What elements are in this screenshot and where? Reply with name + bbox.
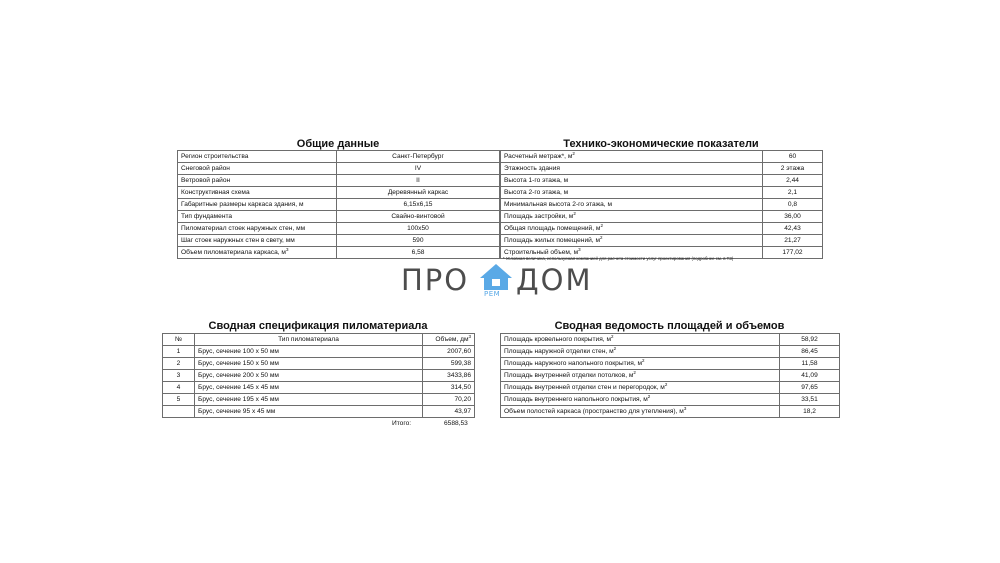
- indicator-value: 0,8: [763, 199, 823, 211]
- area-value: 97,65: [780, 382, 840, 394]
- area-value: 41,09: [780, 370, 840, 382]
- table-row: [501, 382, 840, 394]
- parameter-label: Ветровой район: [178, 175, 337, 187]
- table-row: [501, 151, 823, 163]
- header-lumber-type: Тип пиломатериала: [195, 334, 423, 346]
- row-number: 3: [163, 370, 195, 382]
- lumber-type: Брус, сечение 150 х 50 мм: [195, 358, 423, 370]
- header-volume: Объем, $дм^3$: [423, 334, 475, 346]
- row-number: 1: [163, 346, 195, 358]
- areas-summary-table: [500, 333, 840, 418]
- table-row: [501, 394, 840, 406]
- table-row: [178, 235, 500, 247]
- logo-text-right: ДОМ: [516, 263, 593, 297]
- table-row: [163, 370, 475, 382]
- table-row: [178, 199, 500, 211]
- indicator-value: 2,44: [763, 175, 823, 187]
- indicator-label: Минимальная высота 2-го этажа, м: [501, 199, 763, 211]
- indicator-value: 2,1: [763, 187, 823, 199]
- parameter-label: Шаг стоек наружных стен в свету, мм: [178, 235, 337, 247]
- lumber-volume: 70,20: [423, 394, 475, 406]
- table-row: [501, 187, 823, 199]
- table-row: [501, 346, 840, 358]
- lumber-volume: 3433,86: [423, 370, 475, 382]
- indicator-value: 60: [763, 151, 823, 163]
- table-row: [163, 346, 475, 358]
- row-number: 2: [163, 358, 195, 370]
- area-label: Площадь наружной отделки стен, $м^2$: [501, 346, 780, 358]
- parameter-value: 6,15х6,15: [337, 199, 500, 211]
- table-row: [178, 175, 500, 187]
- table-row: [501, 358, 840, 370]
- indicator-label: Площадь жилых помещений, $м^2$: [501, 235, 763, 247]
- parameter-label: Конструктивная схема: [178, 187, 337, 199]
- header-number: №: [163, 334, 195, 346]
- area-value: 86,45: [780, 346, 840, 358]
- lumber-type: Брус, сечение 195 х 45 мм: [195, 394, 423, 406]
- lumber-spec-table: [162, 333, 475, 418]
- table-row: [501, 163, 823, 175]
- lumber-type: Брус, сечение 95 х 45 мм: [195, 406, 423, 418]
- lumber-spec-title: Сводная спецификация пиломатериала: [208, 320, 428, 332]
- table-row: [163, 382, 475, 394]
- lumber-spec-header-row: [163, 334, 475, 346]
- table-row: [178, 187, 500, 199]
- parameter-value: 6,58: [337, 247, 500, 259]
- lumber-volume: 599,38: [423, 358, 475, 370]
- table-row: [178, 151, 500, 163]
- parameter-value: IV: [337, 163, 500, 175]
- parameter-label: Габаритные размеры каркаса здания, м: [178, 199, 337, 211]
- indicator-label: Строительный объем, $м^3$: [501, 247, 763, 259]
- table-row: [178, 247, 500, 259]
- table-row: [163, 394, 475, 406]
- parameter-value: 100х50: [337, 223, 500, 235]
- parameter-label: Снеговой район: [178, 163, 337, 175]
- table-row: [501, 223, 823, 235]
- area-label: Площадь кровельного покрытия, $м^2$: [501, 334, 780, 346]
- row-number: 5: [163, 394, 195, 406]
- row-number: 4: [163, 382, 195, 394]
- lumber-volume: 314,50: [423, 382, 475, 394]
- parameter-value: 590: [337, 235, 500, 247]
- indicator-value: 21,27: [763, 235, 823, 247]
- table-row: [501, 334, 840, 346]
- table-row: [501, 199, 823, 211]
- area-label: Площадь внутренней отделки стен и перегородок, $м^2$: [501, 382, 780, 394]
- area-value: 33,51: [780, 394, 840, 406]
- parameter-label: Регион строительства: [178, 151, 337, 163]
- table-row: [501, 175, 823, 187]
- table-row: [163, 358, 475, 370]
- lumber-volume: 43,97: [423, 406, 475, 418]
- tech-footnote: * Условная величина, используемая компанией для расчета стоимости услуг проектирования (подробнее см. в ТЗ): [503, 256, 734, 261]
- indicator-label: Площадь застройки, $м^2$: [501, 211, 763, 223]
- logo-subtext: РЕМ: [484, 290, 501, 298]
- spec-total-value: 6588,53: [444, 420, 468, 427]
- indicator-label: Общая площадь помещений, $м^2$: [501, 223, 763, 235]
- parameter-label: Пиломатериал стоек наружных стен, мм: [178, 223, 337, 235]
- area-value: 18,2: [780, 406, 840, 418]
- indicator-value: 177,02: [763, 247, 823, 259]
- table-row: [163, 406, 475, 418]
- area-value: 58,92: [780, 334, 840, 346]
- indicator-label: Высота 1-го этажа, м: [501, 175, 763, 187]
- row-number: [163, 406, 195, 418]
- general-data-table: [177, 150, 500, 259]
- table-row: [178, 211, 500, 223]
- parameter-value: II: [337, 175, 500, 187]
- indicator-value: 42,43: [763, 223, 823, 235]
- table-row: [501, 211, 823, 223]
- lumber-type: Брус, сечение 100 х 50 мм: [195, 346, 423, 358]
- table-row: [178, 163, 500, 175]
- tech-indicators-table: [500, 150, 823, 259]
- area-label: Площадь внутреннего напольного покрытия, $м^2$: [501, 394, 780, 406]
- indicator-label: Этажность здания: [501, 163, 763, 175]
- table-row: [501, 406, 840, 418]
- table-row: [501, 235, 823, 247]
- table-row: [501, 370, 840, 382]
- parameter-value: Свайно-винтовой: [337, 211, 500, 223]
- area-value: 11,58: [780, 358, 840, 370]
- parameter-value: Деревянный каркас: [337, 187, 500, 199]
- table-row: [178, 223, 500, 235]
- area-label: Площадь внутренней отделки потолков, $м^2$: [501, 370, 780, 382]
- tech-indicators-title: Технико-экономические показатели: [563, 138, 759, 150]
- parameter-label: Объем пиломатериала каркаса, $м^3$: [178, 247, 337, 259]
- indicator-value: 2 этажа: [763, 163, 823, 175]
- parameter-value: Санкт-Петербург: [337, 151, 500, 163]
- indicator-value: 36,00: [763, 211, 823, 223]
- area-label: Объем полостей каркаса (пространство для утепления), $м^3$: [501, 406, 780, 418]
- indicator-label: Высота 2-го этажа, м: [501, 187, 763, 199]
- indicator-label: Расчетный метраж*, $м^2$: [501, 151, 763, 163]
- areas-summary-title: Сводная ведомость площадей и объемов: [554, 320, 785, 332]
- area-label: Площадь наружного напольного покрытия, $м^2$: [501, 358, 780, 370]
- general-data-title: Общие данные: [296, 138, 380, 150]
- logo-text-left: ПРО: [401, 263, 470, 297]
- parameter-label: Тип фундамента: [178, 211, 337, 223]
- lumber-type: Брус, сечение 200 х 50 мм: [195, 370, 423, 382]
- lumber-type: Брус, сечение 145 х 45 мм: [195, 382, 423, 394]
- spec-total-label: Итого:: [392, 420, 412, 427]
- lumber-volume: 2007,60: [423, 346, 475, 358]
